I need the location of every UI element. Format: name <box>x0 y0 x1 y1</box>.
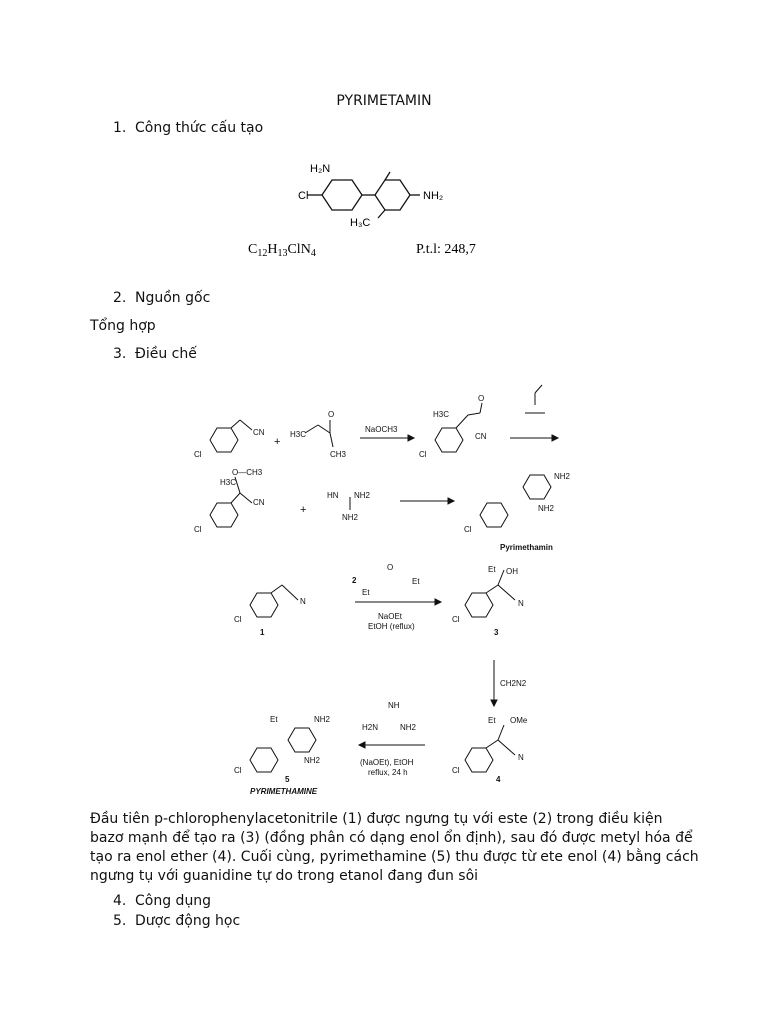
atom-label: Cl <box>464 525 472 534</box>
atom-label: Et <box>488 565 496 574</box>
atom-ch3: H₃C <box>350 217 371 229</box>
atom-label: H3C <box>433 410 450 419</box>
atom-label: NH2 <box>314 715 331 724</box>
compound-label: 1 <box>260 628 265 637</box>
section-label: Công dụng <box>135 893 212 909</box>
atom-label: OMe <box>510 716 528 725</box>
atom-nh2-top: H₂N <box>310 163 331 175</box>
atom-label: NH2 <box>400 723 417 732</box>
atom-label: H3C <box>290 430 307 439</box>
atom-label: Cl <box>194 450 202 459</box>
atom-label: NH2 <box>538 504 555 513</box>
atom-label: CN <box>253 428 265 437</box>
atom-label: HN <box>327 491 339 500</box>
atom-label: H2N <box>362 723 379 732</box>
atom-label: N <box>518 753 524 762</box>
atom-label: Cl <box>419 450 427 459</box>
condition-label: reflux, 24 h <box>368 768 408 777</box>
compound-label: 3 <box>494 628 499 637</box>
compound-label: 2 <box>352 576 357 585</box>
plus-sign: + <box>300 504 307 516</box>
product-label: Pyrimethamin <box>500 543 553 552</box>
section-number: 4. <box>113 893 127 909</box>
plus-sign: + <box>274 436 281 448</box>
structural-formula-image <box>240 160 500 260</box>
atom-label: Cl <box>452 615 460 624</box>
section-5-heading <box>113 913 240 929</box>
product-label: PYRIMETHAMINE <box>250 787 318 796</box>
atom-label: Cl <box>194 525 202 534</box>
page-title: PYRIMETAMIN <box>336 93 432 109</box>
atom-label: O <box>387 563 394 572</box>
atom-label: N <box>300 597 306 606</box>
atom-label: Et <box>270 715 278 724</box>
section-number: 2. <box>113 290 127 306</box>
section-label: Điều chế <box>135 346 197 362</box>
atom-label: CN <box>253 498 265 507</box>
atom-label: Et <box>488 716 496 725</box>
synthesis-description: Đầu tiên p-chlorophenylacetonitrile (1) được ngưng tụ với este (2) trong điều kiện bazơ mạnh để tạo ra (3) (đồng phân có dạng enol ổn định), sau đó được metyl hóa để tạo ra enol ether (4). Cuối cùng, pyrimethamine (5) thu được từ ete enol (4) bằng cách ngưng tụ với guanidine tự do trong etanol đang đun sôi <box>90 811 699 884</box>
atom-label: Cl <box>452 766 460 775</box>
section-number: 1. <box>113 120 127 136</box>
molecular-weight: P.t.l: 248,7 <box>416 242 476 257</box>
reagent-label: CH2N2 <box>500 679 527 688</box>
atom-label: O <box>478 394 485 403</box>
condition-label: NaOEt <box>378 612 403 621</box>
section-label: Nguồn gốc <box>135 290 211 306</box>
synthesis-scheme-1 <box>190 375 570 555</box>
section-number: 3. <box>113 346 127 362</box>
atom-label: NH <box>388 701 400 710</box>
atom-label: O <box>328 410 335 419</box>
atom-label: NH2 <box>304 756 321 765</box>
section-label: Dược động học <box>135 913 241 929</box>
atom-label: CN <box>475 432 487 441</box>
atom-label: Cl <box>234 615 242 624</box>
section-2-heading <box>113 290 210 306</box>
atom-label: OH <box>506 567 518 576</box>
atom-nh2-right: NH₂ <box>423 190 444 202</box>
atom-label: H3C <box>220 478 237 487</box>
section-3-heading <box>113 346 197 362</box>
section-label: Công thức cấu tạo <box>135 120 264 136</box>
atom-label: N <box>518 599 524 608</box>
origin-text: Tổng hợp <box>90 318 156 334</box>
reagent-label: NaOCH3 <box>365 425 398 434</box>
section-1-heading <box>113 120 263 136</box>
atom-label: NH2 <box>342 513 359 522</box>
atom-label: Cl <box>234 766 242 775</box>
atom-label: NH2 <box>554 472 570 481</box>
atom-label: NH2 <box>354 491 371 500</box>
molecular-formula: $C_{12}H_{13}ClN_4$ <box>248 242 316 259</box>
section-number: 5. <box>113 913 127 929</box>
condition-label: (NaOEt), EtOH <box>360 758 414 767</box>
synthesis-scheme-2 <box>230 560 560 800</box>
compound-label: 5 <box>285 775 290 784</box>
atom-label: Et <box>362 588 370 597</box>
condition-label: EtOH (reflux) <box>368 622 415 631</box>
atom-label: Et <box>412 577 420 586</box>
atom-cl: Cl <box>298 190 309 202</box>
compound-label: 4 <box>496 775 501 784</box>
section-4-heading <box>113 893 211 909</box>
atom-label: CH3 <box>330 450 347 459</box>
atom-label: O—CH3 <box>232 468 263 477</box>
